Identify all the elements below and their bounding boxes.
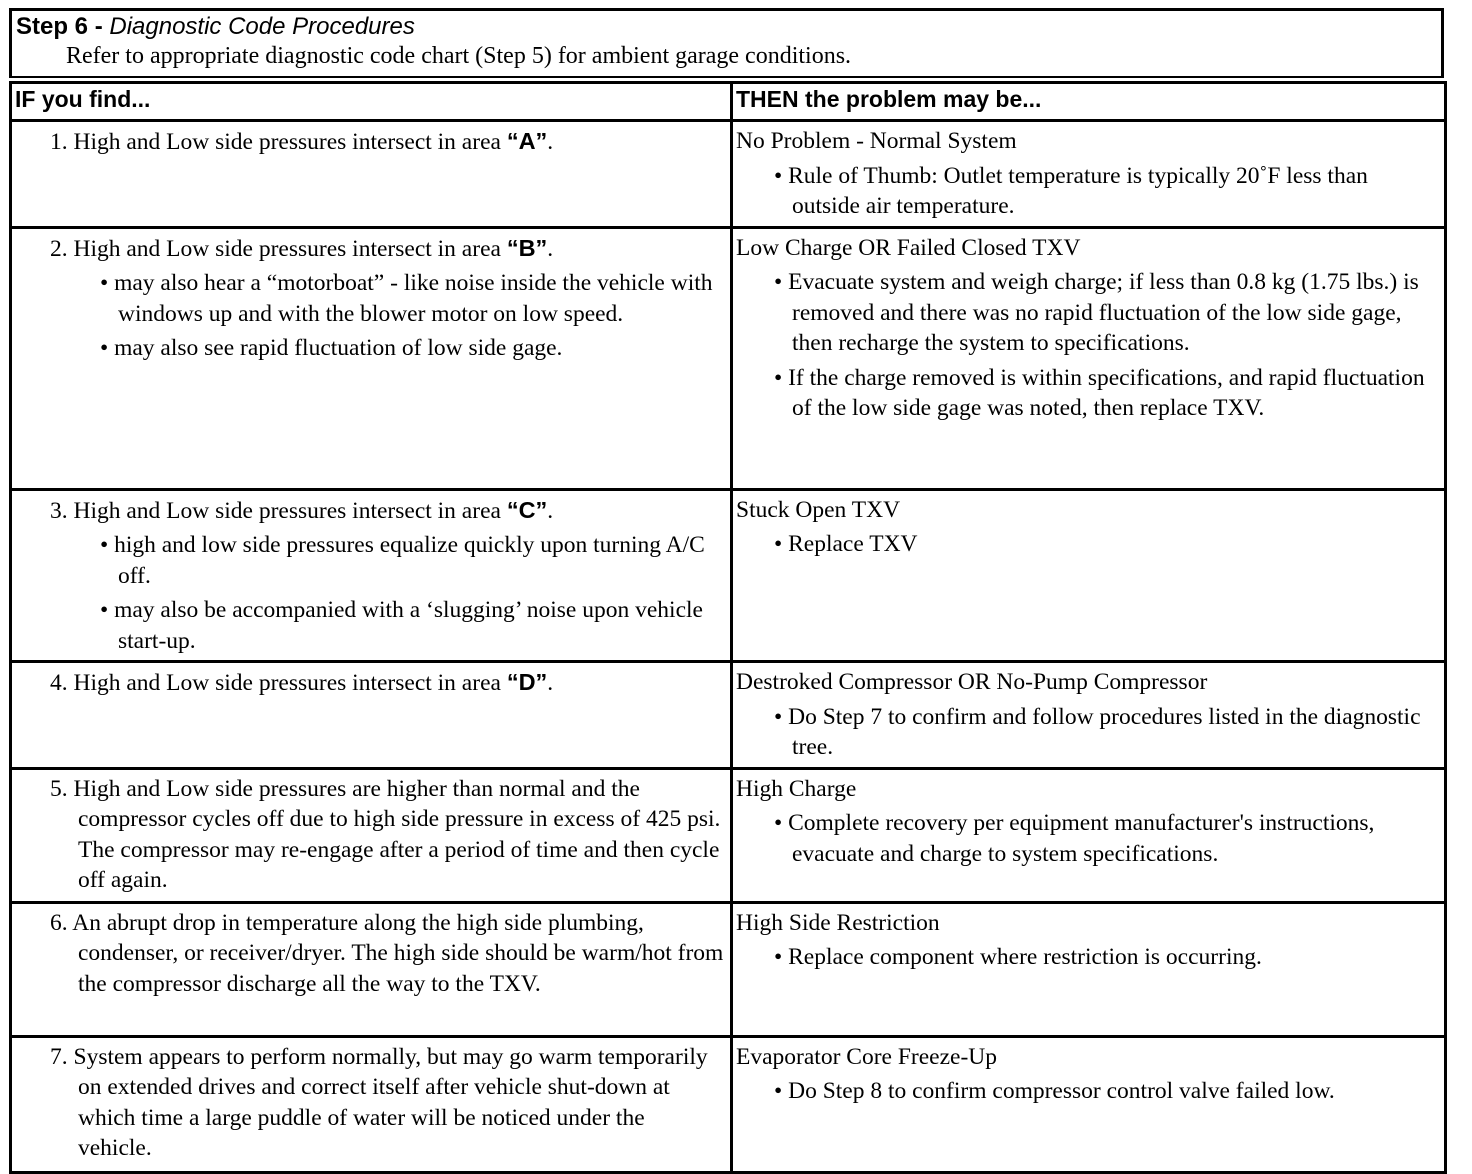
title-block	[9, 8, 1444, 78]
finding-number: 5.	[50, 775, 74, 802]
problem-heading: No Problem - Normal System	[736, 128, 1017, 154]
finding-description: System appears to perform normally, but may go warm temporarily on extended drives and correct itself after vehicle shut-down at which time a large puddle of water will be noticed under the vehicle.	[73, 1043, 708, 1161]
problem-cell	[732, 1036, 1446, 1172]
problem-bullet: • Do Step 8 to confirm compressor control valve failed low.	[774, 1078, 1335, 1104]
column-header-if: IF you find...	[11, 83, 732, 121]
finding-number: 4.	[50, 670, 74, 696]
problem-cell	[732, 902, 1446, 1036]
finding-description: High and Low side pressures intersect in area	[73, 235, 507, 262]
diagnostic-table	[9, 81, 1447, 1174]
finding-bullet: • may also hear a “motorboat” - like noise inside the vehicle with windows up and with the blower motor on low speed.	[100, 270, 713, 327]
finding-punctuation: .	[547, 129, 554, 155]
problem-bullet: • Complete recovery per equipment manufacturer's instructions, evacuate and charge to system specifications.	[774, 810, 1375, 867]
finding-cell	[11, 662, 732, 769]
finding-description: High and Low side pressures intersect in area	[73, 670, 507, 696]
finding-cell	[11, 768, 732, 902]
page-subtitle: Refer to appropriate diagnostic code chart (Step 5) for ambient garage conditions.	[66, 43, 852, 69]
table-row	[11, 489, 1446, 662]
finding-number: 3.	[50, 497, 74, 524]
finding-punctuation: .	[547, 670, 554, 696]
finding-cell	[11, 227, 732, 489]
diagnostic-sheet	[9, 8, 1444, 1174]
problem-heading: High Side Restriction	[736, 909, 940, 936]
title-italic: Diagnostic Code Procedures	[109, 13, 415, 40]
problem-bullet: • Replace component where restriction is occurring.	[774, 944, 1262, 970]
table-row	[11, 1036, 1446, 1172]
finding-text	[20, 774, 724, 896]
problem-heading: High Charge	[736, 775, 857, 802]
problem-heading: Low Charge OR Failed Closed TXV	[736, 234, 1081, 261]
area-label: “C”	[506, 496, 548, 523]
problem-cell	[732, 489, 1446, 662]
table-row	[11, 768, 1446, 902]
finding-number: 7.	[50, 1043, 74, 1070]
finding-number: 1.	[50, 129, 74, 155]
page-title	[16, 13, 1437, 41]
table-header-row	[11, 83, 1446, 121]
title-lead: Step 6 -	[16, 13, 110, 40]
problem-cell	[732, 662, 1446, 769]
table-row	[11, 662, 1446, 769]
finding-description: High and Low side pressures intersect in area	[73, 497, 507, 524]
finding-description: High and Low side pressures are higher than normal and the compressor cycles off due to high side pressure in excess of 425 psi. The compressor may re-engage after a period of time and then cycle off again.	[73, 775, 721, 893]
problem-heading: Stuck Open TXV	[736, 496, 901, 523]
finding-description: High and Low side pressures intersect in area	[73, 129, 507, 155]
finding-cell	[11, 121, 732, 228]
table-row	[11, 121, 1446, 228]
area-label: “B”	[506, 234, 548, 261]
table-row	[11, 227, 1446, 489]
problem-heading: Destroked Compressor OR No-Pump Compressor	[736, 669, 1208, 695]
finding-text	[20, 495, 724, 527]
problem-cell	[732, 768, 1446, 902]
finding-number: 2.	[50, 235, 74, 262]
finding-cell	[11, 489, 732, 662]
problem-cell	[732, 227, 1446, 489]
problem-bullet: • Do Step 7 to confirm and follow procedures listed in the diagnostic tree.	[774, 703, 1421, 760]
area-label: “D”	[506, 669, 548, 695]
table-body	[11, 121, 1446, 1173]
finding-cell	[11, 1036, 732, 1172]
finding-description: An abrupt drop in temperature along the high side plumbing, condenser, or receiver/dryer. The high side should be warm/hot from the compressor discharge all the way to the TXV.	[72, 909, 724, 997]
problem-bullet: • Replace TXV	[774, 531, 918, 557]
column-header-then: THEN the problem may be...	[732, 83, 1446, 121]
finding-cell	[11, 902, 732, 1036]
finding-text	[20, 908, 724, 1000]
finding-punctuation: .	[547, 235, 554, 262]
problem-bullet: • Evacuate system and weigh charge; if less than 0.8 kg (1.75 lbs.) is removed and there was no rapid fluctuation of the low side gage, then recharge the system to specifications.	[774, 269, 1419, 356]
finding-text	[20, 126, 724, 158]
finding-punctuation: .	[547, 497, 554, 524]
finding-bullet: • high and low side pressures equalize quickly upon turning A/C off.	[100, 532, 705, 589]
finding-bullet: • may also see rapid fluctuation of low side gage.	[100, 335, 563, 361]
finding-text	[20, 667, 724, 699]
finding-text	[20, 233, 724, 265]
finding-number: 6.	[50, 909, 73, 936]
problem-bullet: • If the charge removed is within specifications, and rapid fluctuation of the low side gage was noted, then replace TXV.	[774, 364, 1425, 421]
problem-heading: Evaporator Core Freeze-Up	[736, 1043, 997, 1070]
finding-bullet: • may also be accompanied with a ‘slugging’ noise upon vehicle start-up.	[100, 597, 703, 654]
finding-text	[20, 1042, 724, 1164]
problem-bullet: • Rule of Thumb: Outlet temperature is typically 20˚F less than outside air temperature.	[774, 162, 1368, 219]
table-row	[11, 902, 1446, 1036]
area-label: “A”	[506, 128, 548, 154]
problem-cell	[732, 121, 1446, 228]
